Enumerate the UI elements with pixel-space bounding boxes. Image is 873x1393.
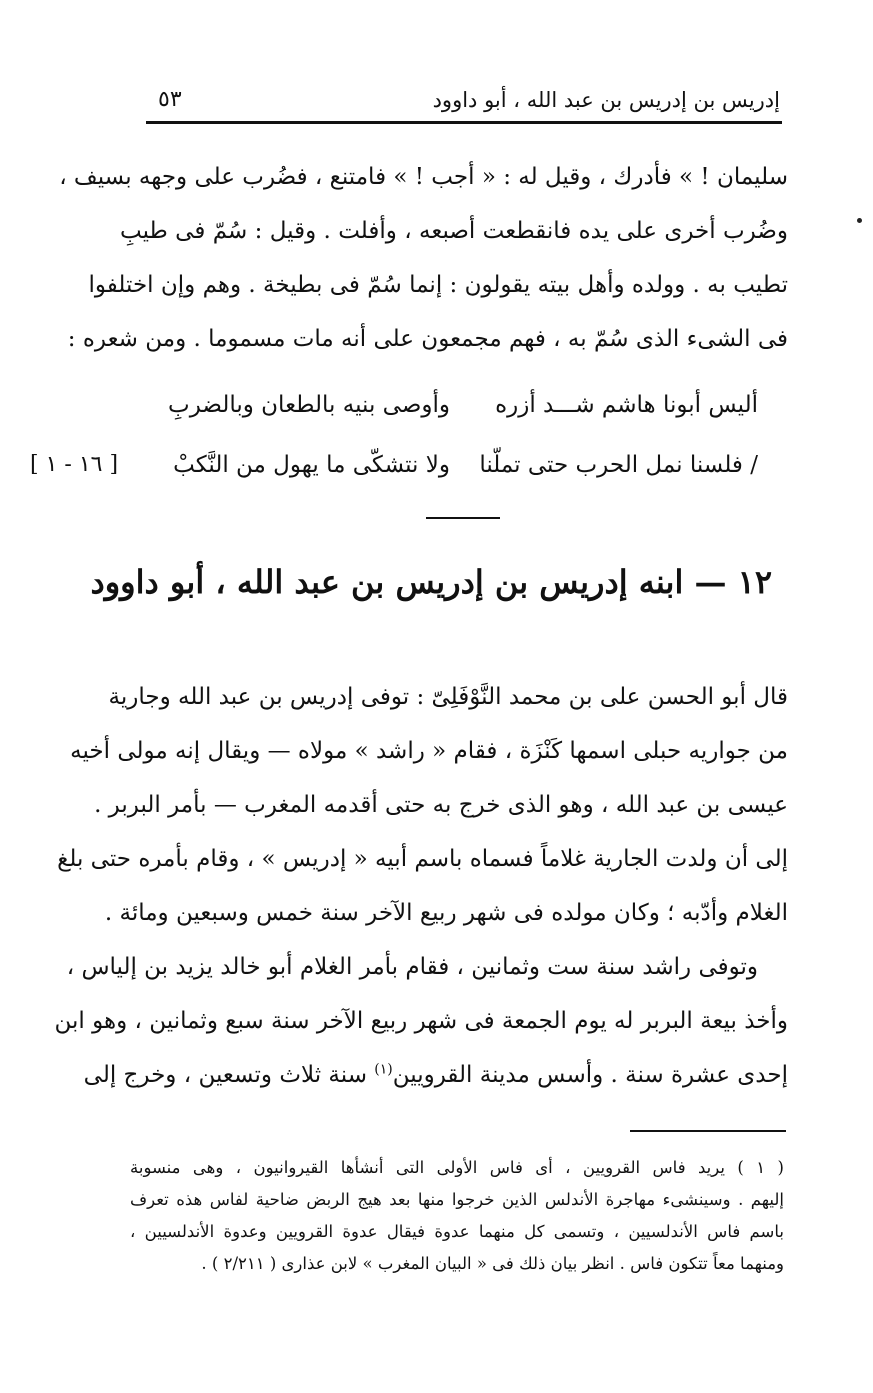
verse-second-hemistich: ولا نتشكّى ما يهول من النَّكبْ <box>173 452 450 478</box>
poem <box>30 372 770 496</box>
text-segment: سنة ثلاث وتسعين ، وخرج إلى <box>83 1062 375 1088</box>
text-line: الغلام وأدّبه ؛ وكان مولده فى شهر ربيع الآخر سنة خمس وسبعين ومائة . <box>104 900 788 926</box>
text-line: فى الشىء الذى سُمّ به ، فهم مجمعون على أنه مات مسموما . ومن شعره : <box>67 326 788 352</box>
text-line: قال أبو الحسن على بن محمد النَّوْفَلِىّ : توفى إدريس بن عبد الله وجارية <box>108 684 788 710</box>
text-line: عيسى بن عبد الله ، وهو الذى خرج به حتى أقدمه المغرب — بأمر البربر . <box>94 792 788 818</box>
intro-paragraph <box>59 150 788 366</box>
header-rule <box>146 121 782 124</box>
running-header <box>148 82 780 118</box>
body-text <box>54 670 788 1102</box>
text-line: وتوفى راشد سنة ست وثمانين ، فقام بأمر الغلام أبو خالد يزيد بن إلياس ، <box>66 954 758 980</box>
verse-first-hemistich: أليس أبونا هاشم شـــد أزره <box>495 392 758 418</box>
footnote-line: ( ١ ) يريد فاس القرويين ، أى فاس الأولى التى أنشأها القيروانيون ، وهى منسوبة <box>130 1158 784 1177</box>
text-segment: إحدى عشرة سنة . وأسس مدينة القرويين <box>392 1062 788 1088</box>
page-number: ٥٣ <box>158 87 182 112</box>
footnote-line: ومنهما معاً تتكون فاس . انظر بيان ذلك فى « البيان المغرب » لابن عذارى ( ٢/٢١١ ) . <box>201 1254 784 1273</box>
text-line <box>83 1048 788 1102</box>
footnotes <box>130 1152 784 1280</box>
poem-verse <box>30 376 770 434</box>
verse-second-hemistich: وأوصى بنيه بالطعان وبالضربِ <box>168 392 450 418</box>
footnote-rule <box>630 1130 786 1132</box>
verse-reference: [ ١٦ - ١ ] <box>30 452 119 477</box>
running-header-title: إدريس بن إدريس بن عبد الله ، أبو داوود <box>432 88 780 112</box>
margin-dot <box>857 218 862 223</box>
text-line: من جواريه حبلى اسمها كَنْزَة ، فقام « راشد » مولاه — ويقال إنه مولى أخيه <box>70 738 788 764</box>
text-line: وضُرب أخرى على يده فانقطعت أصبعه ، وأفلت . وقيل : سُمّ فى طيبِ <box>120 218 788 244</box>
poem-verse <box>30 436 770 494</box>
section-divider <box>426 517 500 519</box>
text-line: إلى أن ولدت الجارية غلاماً فسماه باسم أبيه « إدريس » ، وقام بأمره حتى بلغ <box>57 846 788 872</box>
verse-first-hemistich: / فلسنا نمل الحرب حتى تملّنا <box>479 452 758 478</box>
footnote-line: باسم فاس الأندلسيين ، وتسمى كل منهما عدوة فيقال عدوة القرويين وعدوة الأندلسيين ، <box>130 1222 784 1241</box>
footnote-reference[interactable]: (١) <box>374 1061 393 1078</box>
text-line: سليمان ! » فأدرك ، وقيل له : « أجب ! » فامتنع ، فضُرب على وجهه بسيف ، <box>59 164 788 190</box>
footnote-line: إليهم . وسينشىء مهاجرة الأندلس الذين خرجوا منها بعد هيج الربض ضاحية لفاس هذه تعرف <box>130 1190 784 1209</box>
section-heading: ١٢ — ابنه إدريس بن إدريس بن عبد الله ، أبو داوود <box>90 563 772 601</box>
text-line: وأخذ بيعة البربر له يوم الجمعة فى شهر ربيع الآخر سنة سبع وثمانين ، وهو ابن <box>54 1008 788 1034</box>
text-line: تطيب به . وولده وأهل بيته يقولون : إنما سُمّ فى بطيخة . وهم وإن اختلفوا <box>88 272 788 298</box>
